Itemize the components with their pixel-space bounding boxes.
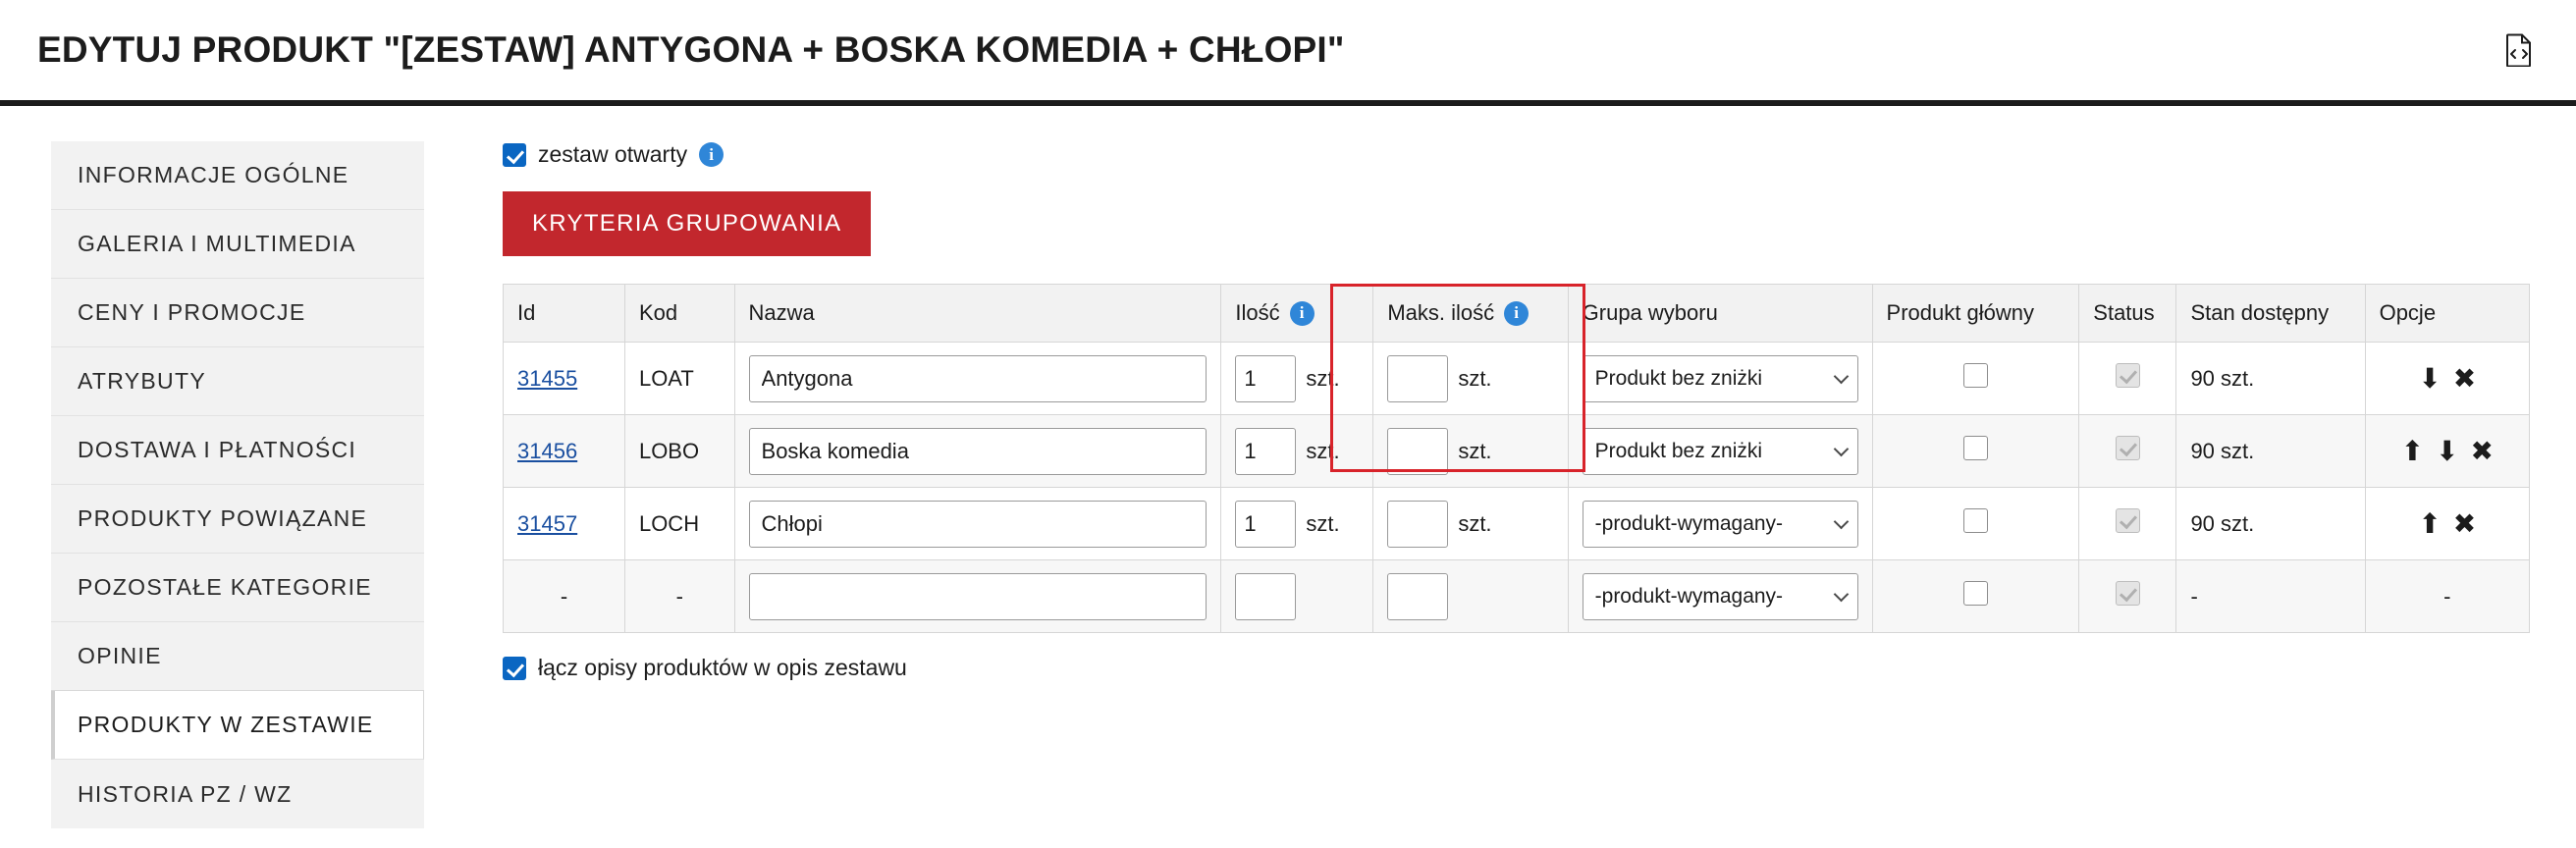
cell-opcje: [2365, 488, 2529, 560]
cell-maks-ilosc: [1373, 415, 1568, 488]
merge-descriptions-checkbox[interactable]: [503, 657, 526, 680]
sidebar-item-informacje-ogolne[interactable]: [51, 141, 424, 210]
move-up-icon[interactable]: ⬆: [2418, 507, 2442, 539]
sidebar-item-label: PRODUKTY W ZESTAWIE: [78, 712, 374, 737]
product-id-link[interactable]: 31457: [517, 510, 578, 536]
max-quantity-input[interactable]: [1387, 501, 1448, 548]
th-nazwa-label: Nazwa: [748, 300, 815, 325]
page-title: EDYTUJ PRODUKT "[ZESTAW] ANTYGONA + BOSKA KOMEDIA + CHŁOPI": [37, 29, 1345, 70]
th-grupa-wyboru: [1568, 285, 1872, 343]
cell-kod: LOBO: [624, 415, 734, 488]
info-icon[interactable]: i: [1504, 301, 1529, 326]
cell-produkt-glowny: [1872, 415, 2079, 488]
choice-group-value: Produkt bez zniżki: [1594, 366, 1763, 390]
products-table-area: [503, 284, 2530, 633]
move-up-icon[interactable]: ⬆: [2400, 435, 2425, 466]
cell-status: [2079, 560, 2176, 633]
quantity-unit: szt.: [1306, 510, 1340, 536]
choice-group-value: -produkt-wymagany-: [1594, 584, 1784, 608]
product-id-link[interactable]: 31456: [517, 438, 578, 463]
open-set-checkbox[interactable]: [503, 143, 526, 167]
sidebar-item-opinie[interactable]: [51, 622, 424, 691]
sidebar-item-label: HISTORIA PZ / WZ: [78, 780, 293, 807]
cell-ilosc: [1221, 415, 1373, 488]
th-produkt-glowny-label: Produkt główny: [1886, 300, 2034, 325]
th-kod-label: Kod: [638, 300, 678, 325]
products-table: [503, 284, 2530, 633]
sidebar-item-label: ATRYBUTY: [78, 368, 206, 394]
choice-group-select[interactable]: [1583, 428, 1858, 475]
main-product-checkbox[interactable]: [1963, 581, 1988, 606]
max-quantity-input[interactable]: [1387, 428, 1448, 475]
cell-ilosc: [1221, 488, 1373, 560]
cell-stan-dostepny: 90 szt.: [2176, 415, 2365, 488]
info-icon[interactable]: i: [699, 142, 724, 167]
th-ilosc: [1221, 285, 1373, 343]
sidebar-item-label: GALERIA I MULTIMEDIA: [78, 231, 356, 256]
th-opcje-label: Opcje: [2379, 300, 2437, 325]
cell-stan-dostepny: -: [2176, 560, 2365, 633]
cell-ilosc: [1221, 343, 1373, 415]
th-maks-ilosc: [1373, 285, 1568, 343]
cell-opcje: [2365, 343, 2529, 415]
body-wrapper: [0, 106, 2576, 828]
cell-maks-ilosc: [1373, 560, 1568, 633]
max-quantity-unit: szt.: [1458, 510, 1492, 536]
cell-status: [2079, 415, 2176, 488]
info-icon[interactable]: i: [1290, 301, 1315, 326]
cell-opcje: [2365, 415, 2529, 488]
th-stan-dostepny-label: Stan dostępny: [2190, 300, 2330, 325]
table-row: [504, 488, 2530, 560]
th-id-label: Id: [517, 300, 536, 325]
sidebar-item-produkty-w-zestawie[interactable]: [51, 691, 424, 760]
choice-group-select[interactable]: [1583, 573, 1858, 620]
chevron-down-icon: [1833, 441, 1849, 456]
th-grupa-wyboru-label: Grupa wyboru: [1582, 300, 1718, 325]
choice-group-value: -produkt-wymagany-: [1594, 511, 1784, 535]
sidebar-item-label: OPINIE: [78, 643, 162, 668]
cell-produkt-glowny: [1872, 560, 2079, 633]
quantity-input[interactable]: [1235, 355, 1296, 402]
sidebar-item-label: PRODUKTY POWIĄZANE: [78, 505, 368, 531]
page-header: [0, 0, 2576, 106]
cell-id: [504, 488, 625, 560]
cell-nazwa: [734, 560, 1221, 633]
cell-stan-dostepny: 90 szt.: [2176, 343, 2365, 415]
chevron-down-icon: [1833, 586, 1849, 602]
choice-group-value: Produkt bez zniżki: [1594, 439, 1763, 462]
cell-id: [504, 343, 625, 415]
cell-id: [504, 415, 625, 488]
cell-status: [2079, 488, 2176, 560]
cell-id: -: [504, 560, 625, 633]
status-checkbox-disabled: [2116, 508, 2140, 533]
new-product-name-input[interactable]: [749, 573, 1208, 620]
cell-nazwa: [734, 343, 1221, 415]
cell-maks-ilosc: [1373, 488, 1568, 560]
th-id: [504, 285, 625, 343]
merge-descriptions-row: [503, 655, 2530, 681]
quantity-input[interactable]: [1235, 501, 1296, 548]
move-down-icon[interactable]: ⬇: [2436, 435, 2459, 466]
delete-x-icon[interactable]: ✖: [2452, 362, 2477, 394]
th-kod: [624, 285, 734, 343]
choice-group-select[interactable]: [1583, 501, 1858, 548]
cell-nazwa: [734, 415, 1221, 488]
cell-status: [2079, 343, 2176, 415]
th-status: [2079, 285, 2176, 343]
table-row: [504, 560, 2530, 633]
th-maks-ilosc-label: Maks. ilość: [1387, 300, 1495, 325]
code-file-icon[interactable]: [2499, 28, 2539, 72]
sidebar-item-label: INFORMACJE OGÓLNE: [78, 162, 349, 187]
quantity-unit: szt.: [1306, 438, 1340, 463]
move-down-icon[interactable]: ⬇: [2418, 362, 2442, 394]
quantity-input[interactable]: [1235, 428, 1296, 475]
cell-kod: LOCH: [624, 488, 734, 560]
max-quantity-input[interactable]: [1387, 355, 1448, 402]
th-stan-dostepny: [2176, 285, 2365, 343]
main-product-checkbox[interactable]: [1963, 363, 1988, 388]
th-status-label: Status: [2093, 300, 2155, 325]
product-name-input[interactable]: [749, 355, 1208, 402]
sidebar-item-pozostale-kategorie[interactable]: [51, 554, 424, 622]
quantity-unit: szt.: [1306, 365, 1340, 391]
cell-produkt-glowny: [1872, 343, 2079, 415]
th-ilosc-label: Ilość: [1235, 300, 1280, 325]
cell-ilosc: [1221, 560, 1373, 633]
cell-stan-dostepny: 90 szt.: [2176, 488, 2365, 560]
cell-produkt-glowny: [1872, 488, 2079, 560]
sidebar-item-produkty-powiazane[interactable]: [51, 485, 424, 554]
sidebar-item-dostawa-i-platnosci[interactable]: [51, 416, 424, 485]
sidebar-item-label: DOSTAWA I PŁATNOŚCI: [78, 437, 357, 462]
sidebar-item-atrybuty[interactable]: [51, 347, 424, 416]
sidebar-item-label: POZOSTAŁE KATEGORIE: [78, 574, 372, 600]
delete-x-icon[interactable]: ✖: [2452, 507, 2477, 539]
cell-grupa-wyboru: [1568, 488, 1872, 560]
delete-x-icon[interactable]: ✖: [2470, 435, 2494, 466]
max-quantity-unit: szt.: [1458, 438, 1492, 463]
status-checkbox-disabled: [2116, 581, 2140, 606]
table-row: [504, 415, 2530, 488]
sidebar-item-galeria-i-multimedia[interactable]: [51, 210, 424, 279]
new-quantity-input[interactable]: [1235, 573, 1296, 620]
new-max-quantity-input[interactable]: [1387, 573, 1448, 620]
cell-kod: LOAT: [624, 343, 734, 415]
sidebar-item-label: CENY I PROMOCJE: [78, 299, 306, 325]
table-row: [504, 343, 2530, 415]
th-nazwa: [734, 285, 1221, 343]
th-produkt-glowny: [1872, 285, 2079, 343]
status-checkbox-disabled: [2116, 363, 2140, 388]
merge-descriptions-label: łącz opisy produktów w opis zestawu: [538, 655, 907, 680]
table-header-row: [504, 285, 2530, 343]
product-name-input[interactable]: [749, 501, 1208, 548]
cell-kod: -: [624, 560, 734, 633]
open-set-label: zestaw otwarty: [538, 141, 688, 167]
choice-group-select[interactable]: [1583, 355, 1858, 402]
open-set-row: [503, 141, 2530, 168]
th-opcje: [2365, 285, 2529, 343]
criteria-grouping-button[interactable]: KRYTERIA GRUPOWANIA: [503, 191, 871, 256]
main-panel: [503, 141, 2576, 681]
sidebar-item-ceny-i-promocje[interactable]: [51, 279, 424, 347]
cell-nazwa: [734, 488, 1221, 560]
main-product-checkbox[interactable]: [1963, 436, 1988, 460]
cell-grupa-wyboru: [1568, 343, 1872, 415]
sidebar-item-historia-pz-wz[interactable]: [51, 760, 424, 828]
status-checkbox-disabled: [2116, 436, 2140, 460]
max-quantity-unit: szt.: [1458, 365, 1492, 391]
cell-opcje: -: [2365, 560, 2529, 633]
sidebar-nav: [51, 141, 424, 828]
chevron-down-icon: [1833, 368, 1849, 384]
product-name-input[interactable]: [749, 428, 1208, 475]
cell-maks-ilosc: [1373, 343, 1568, 415]
cell-grupa-wyboru: [1568, 415, 1872, 488]
chevron-down-icon: [1833, 513, 1849, 529]
cell-grupa-wyboru: [1568, 560, 1872, 633]
main-product-checkbox[interactable]: [1963, 508, 1988, 533]
product-id-link[interactable]: 31455: [517, 365, 578, 391]
